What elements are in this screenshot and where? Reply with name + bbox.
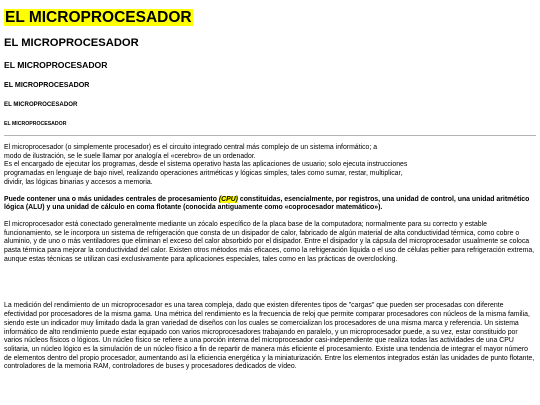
paragraph-cpu — [4, 196, 536, 213]
paragraph-performance: La medición del rendimiento de un microprocesador es una tarea compleja, dado que existen diferentes tipos de "cargas" que pueden ser procesadas con diferente efectividad por procesadores de la misma gama. Una métrica del rendimiento es la frecuencia de reloj que permite comparar procesadores con núcleos de la misma familia, siendo este un indicador muy limitado dada la gran variedad de diseños con los cuales se comercializan los procesadores de una misma marca y referencia. Un sistema informático de alto rendimiento puede estar equipado con varios microprocesadores trabajando en paralelo, y un microprocesador puede, a su vez, estar constituido por varios núcleos físicos o lógicos. Un núcleo físico se refiere a una porción interna del microprocesador casi-independiente que realiza todas las actividades de una CPU solitaria, un núcleo lógico es la simulación de un núcleo físico a fin de repartir de manera más eficiente el procesamiento. Existe una tendencia de integrar el mayor número de elementos dentro del propio procesador, aumentando así la eficiencia energética y la miniaturización. Entre los elementos integrados están las unidades de punto flotante, controladores de la memoria RAM, controladores de buses y procesadores dedicados de vídeo. — [4, 302, 535, 371]
horizontal-divider — [4, 135, 536, 136]
intro-line-3: Es el encargado de ejecutar los programas, desde el sistema operativo hasta las aplicaciones de usuario; solo ejecuta instrucciones — [4, 161, 408, 169]
intro-line-4: programadas en lenguaje de bajo nivel, realizando operaciones aritméticas y lógicas simples, tales como sumar, restar, multiplicar, — [4, 170, 403, 178]
heading-5: EL MICROPROCESADOR — [4, 101, 78, 108]
heading-1-text: EL MICROPROCESADOR — [5, 9, 192, 26]
heading-3: EL MICROPROCESADOR — [4, 60, 108, 70]
cpu-text-after: constituidas, esencialmente, por registros, una unidad de control, una unidad aritmético lógica (ALU) y una unidad de cálculo en coma flotante (conocida antiguamente como «coprocesador matemático»). — [4, 195, 530, 212]
intro-line-2: modo de ilustración, se le suele llamar por analogía el «cerebro» de un ordenador. — [4, 152, 256, 160]
heading-2: EL MICROPROCESADOR — [4, 37, 139, 49]
paragraph-intro — [4, 144, 536, 188]
heading-4: EL MICROPROCESADOR — [4, 81, 90, 89]
intro-line-1: El microprocesador (o simplemente procesador) es el circuito integrado central más complejo de un sistema informático; a — [4, 144, 378, 151]
intro-line-5: dividir, las lógicas binarias y accesos a memoria. — [4, 178, 153, 186]
heading-6: EL MICROPROCESADOR — [4, 121, 67, 127]
paragraph-cooling: El microprocesador está conectado generalmente mediante un zócalo específico de la placa base de la computadora; normalmente para su correcto y estable funcionamiento, se le incorpora un sistema de refrigeración que consta de un disipador de calor, fabricado de algún material de alta conductividad térmica, como cobre o aluminio, y de uno o más ventiladores que eliminan el exceso del calor absorbido por el disipador. Entre el disipador y la cápsula del microprocesador usualmente se coloca pasta térmica para mejorar la conductividad del calor. Existen otros métodos más eficaces, como la refrigeración líquida o el uso de células peltier para refrigeración extrema, aunque estas técnicas se utilizan casi exclusivamente para aplicaciones especiales, tales como en las prácticas de overclocking. — [4, 220, 535, 263]
heading-1 — [4, 8, 536, 27]
cpu-text-before: Puede contener una o más unidades centrales de procesamiento — [4, 195, 219, 203]
cpu-highlight: (CPU) — [218, 195, 238, 203]
